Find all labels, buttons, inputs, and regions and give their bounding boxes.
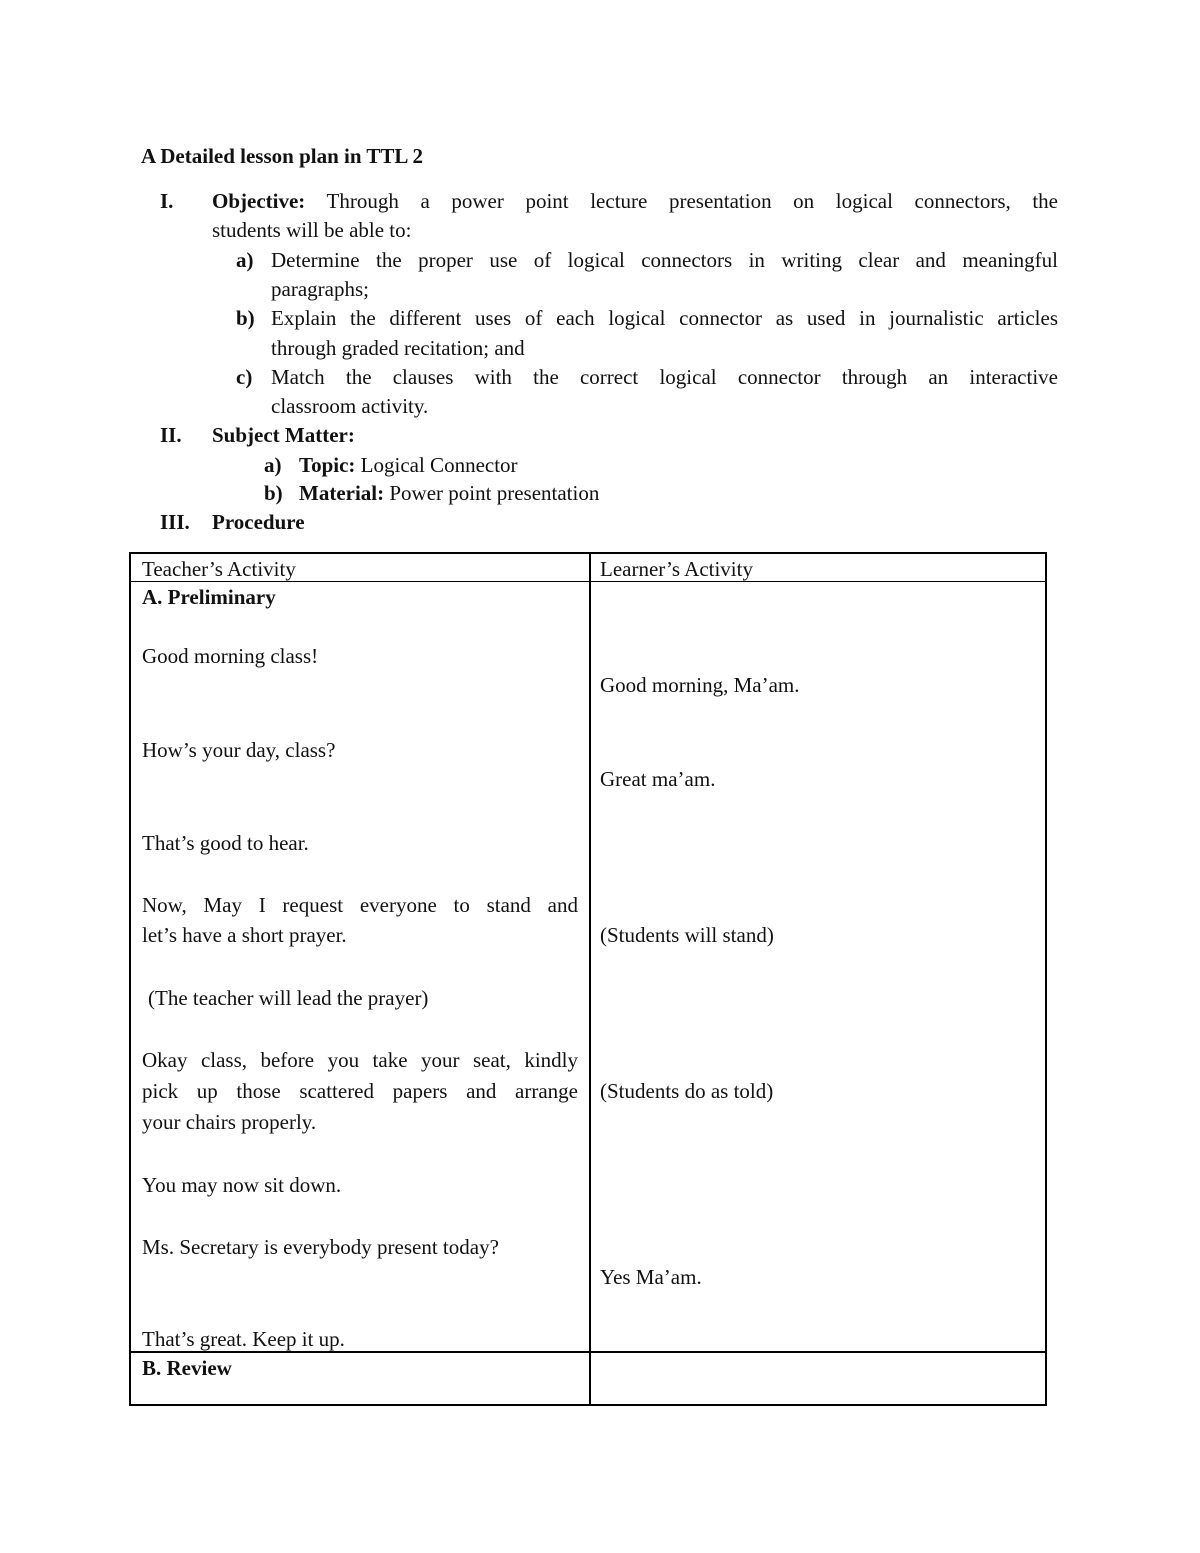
learner-attendance-answer: Yes Ma’am. [600, 1265, 702, 1289]
material-label: Material: [299, 481, 385, 505]
learner-day-answer: Great ma’am. [600, 767, 716, 791]
objective-c-letter: c) [236, 365, 253, 389]
teacher-sit-down: You may now sit down. [142, 1173, 342, 1197]
teacher-instruction-line1: Okay class, before you take your seat, kindly [142, 1048, 578, 1072]
procedure-numeral: III. [160, 510, 190, 534]
procedure-heading: Procedure [212, 510, 305, 534]
topic-line [299, 453, 518, 478]
header-learner-activity: Learner’s Activity [600, 557, 753, 581]
subject-matter-numeral: II. [160, 423, 182, 447]
document-title: A Detailed lesson plan in TTL 2 [141, 144, 424, 168]
objective-b-letter: b) [236, 306, 255, 330]
learner-do-as-told: (Students do as told) [600, 1079, 774, 1103]
teacher-prayer-request-line1: Now, May I request everyone to stand and [142, 893, 578, 917]
objective-line1 [212, 189, 1058, 214]
material-value: Power point presentation [389, 481, 600, 505]
material-line [299, 481, 599, 506]
objective-text: Through a power point lecture presentation on logical connectors, the [326, 189, 1059, 213]
objective-b-line2: through graded recitation; and [271, 336, 525, 360]
teacher-instruction-line2: pick up those scattered papers and arrange [142, 1079, 578, 1103]
learner-stand: (Students will stand) [600, 923, 774, 947]
teacher-good-to-hear: That’s good to hear. [142, 831, 309, 855]
teacher-keep-it-up: That’s great. Keep it up. [142, 1327, 345, 1351]
teacher-greeting: Good morning class! [142, 644, 319, 668]
objective-c-line2: classroom activity. [271, 394, 429, 418]
teacher-prayer-request-line2: let’s have a short prayer. [142, 923, 347, 947]
objective-b-line1: Explain the different uses of each logical connector as used in journalistic articles [271, 306, 1058, 330]
teacher-day-question: How’s your day, class? [142, 738, 336, 762]
column-divider [589, 554, 591, 1404]
material-letter: b) [264, 481, 283, 505]
section-b-review: B. Review [142, 1356, 232, 1380]
objective-a-line2: paragraphs; [271, 277, 369, 301]
teacher-instruction-line3: your chairs properly. [142, 1110, 317, 1134]
procedure-table [129, 552, 1047, 1406]
topic-label: Topic: [299, 453, 356, 477]
subject-matter-heading: Subject Matter: [212, 423, 355, 447]
objective-a-line1: Determine the proper use of logical connectors in writing clear and meaningful [271, 248, 1058, 272]
objective-label: Objective: [212, 189, 306, 213]
header-teacher-activity: Teacher’s Activity [142, 557, 296, 581]
topic-letter: a) [264, 453, 282, 477]
section-a-preliminary: A. Preliminary [142, 585, 276, 609]
topic-value: Logical Connector [360, 453, 518, 477]
teacher-lead-prayer: (The teacher will lead the prayer) [148, 986, 429, 1010]
learner-greeting: Good morning, Ma’am. [600, 673, 800, 697]
objective-line2: students will be able to: [212, 218, 412, 242]
objective-c-line1: Match the clauses with the correct logical connector through an interactive [271, 365, 1058, 389]
teacher-attendance-question: Ms. Secretary is everybody present today? [142, 1235, 499, 1259]
objective-a-letter: a) [236, 248, 254, 272]
objective-numeral: I. [160, 189, 174, 213]
